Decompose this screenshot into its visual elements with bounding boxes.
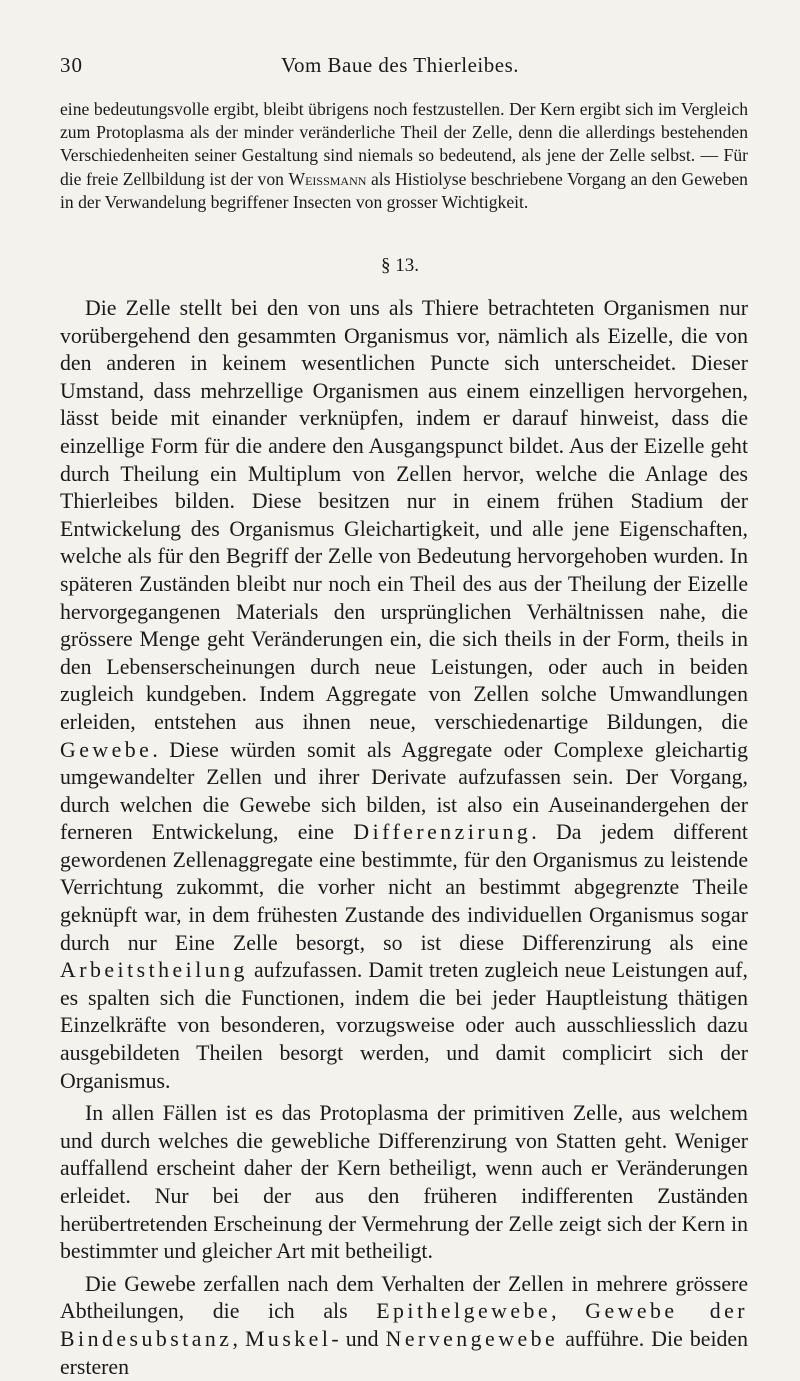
text-run: , <box>551 1299 586 1324</box>
paragraph <box>60 1271 748 1381</box>
text-run: eine bedeutungsvolle ergibt, bleibt übrigens noch festzustellen. Der Kern ergibt sich im Vergleich zum Protoplasma als der minder veränderliche Theil der Zelle, denn die allerdings bestehenden Verschiedenheiten seiner Gestaltung sind niemals so bedeutend, als jene der Zelle selbst. — Für die freie Zellbildung ist der von <box>60 99 748 189</box>
paragraph: In allen Fällen ist es das Protoplasma der primitiven Zelle, aus welchem und durch welches die gewebliche Differenzirung von Statten geht. Weniger auffallend erscheint daher der Kern betheiligt, wenn auch er Veränderungen erleidet. Nur bei der aus den früheren indifferenten Zuständen herübertretenden Erscheinung der Vermehrung der Zelle zeigt sich der Kern in bestimmter und gleicher Art mit betheiligt. <box>60 1101 748 1264</box>
text-run: , <box>232 1326 246 1351</box>
section-heading: § 13. <box>381 255 419 276</box>
emphasized-term: Epithelgewebe <box>376 1299 552 1324</box>
text-run: - und <box>331 1326 386 1351</box>
text-run: Die Zelle stellt bei den von uns als Thiere betrachteten Organismen nur vorübergehend den gesammten Organismus vor, nämlich als Eizelle, die von den anderen in keinem wesentlichen Puncte sich unterscheidet. Dieser Umstand, dass mehrzellige Organismen aus einem einzelligen hervorgehen, lässt beide mit einander verknüpfen, indem er darauf hinweist, dass die einzellige Form für die andere den Ausgangspunct bildet. Aus der Eizelle geht durch Theilung ein Multiplum von Zellen hervor, welche die Anlage des Thierleibes bilden. Diese besitzen nur in einem frühen Stadium der Entwickelung des Organismus Gleichartigkeit, und alle jene Eigenschaften, welche als für den Begriff der Zelle von Bedeutung hervorgehoben wurden. In späteren Zuständen bleibt nur noch ein Theil des aus der Theilung der Eizelle hervorgegangenen Materials den ursprünglichen Verhältnissen nahe, die grössere Menge geht Veränderungen ein, die sich theils in der Form, theils in den Lebenserscheinungen durch neue Leistungen, oder auch in beiden zugleich kundgeben. Indem Aggregate von Zellen solche Umwandlungen erleiden, entstehen aus ihnen neue, verschiedenartige Bildungen, die <box>60 296 748 734</box>
text-run: . Da jedem different gewordenen Zellenaggregate eine bestimmte, für den Organismus zu leistende Verrichtung zukommt, die vorher nicht an bestimmt abgegrenzte Theile geknüpft war, in dem frühesten Zustande des individuellen Organismus sogar durch nur Eine Zelle besorgt, so ist diese Differenzirung als eine <box>60 820 748 955</box>
section-body <box>60 295 748 1381</box>
intro-paragraph <box>60 98 748 214</box>
paragraph-text <box>60 98 748 214</box>
page-number: 30 <box>60 53 83 77</box>
text-run: aufzufassen. Damit treten zugleich neue Leistungen auf, es spalten sich die Functionen, indem die bei jeder Hauptleistung thätigen Einzelkräfte von besonderen, vorzugsweise oder auch ausschliesslich dazu ausgebildeten Theilen besorgt werden, und damit complicirt sich der Organismus. <box>60 958 748 1093</box>
emphasized-term: Gewebe der Bindesubstanz <box>60 1299 748 1351</box>
text-run: Die Gewebe zerfallen nach dem Verhalten der Zellen in mehrere grössere Abtheilungen, die ich als <box>60 1271 748 1324</box>
running-head <box>60 53 740 83</box>
text-run: . Diese würden somit als Aggregate oder Complexe gleichartig umgewandelter Zellen und ihrer Derivate aufzufassen sein. Der Vorgang, durch welchen die Gewebe sich bilden, ist also ein Auseinandergehen der ferneren Entwickelung, eine <box>60 737 748 845</box>
running-title: Vom Baue des Thierleibes. <box>280 53 519 77</box>
author-name: Weissmann <box>288 168 367 189</box>
emphasized-term: Muskel <box>245 1326 332 1351</box>
text-run: als Histiolyse beschriebene Vorgang an den Geweben in der Verwandelung begriffener Insecten von grosser Wichtigkeit. <box>60 168 748 212</box>
emphasized-term: Gewebe <box>60 737 153 762</box>
emphasized-term: Arbeitstheilung <box>60 958 248 983</box>
text-run: aufführe. Die beiden ersteren <box>60 1326 748 1379</box>
emphasized-term: Differenzirung <box>353 820 532 845</box>
emphasized-term: Nervengewebe <box>385 1326 559 1351</box>
paragraph <box>60 295 748 1095</box>
